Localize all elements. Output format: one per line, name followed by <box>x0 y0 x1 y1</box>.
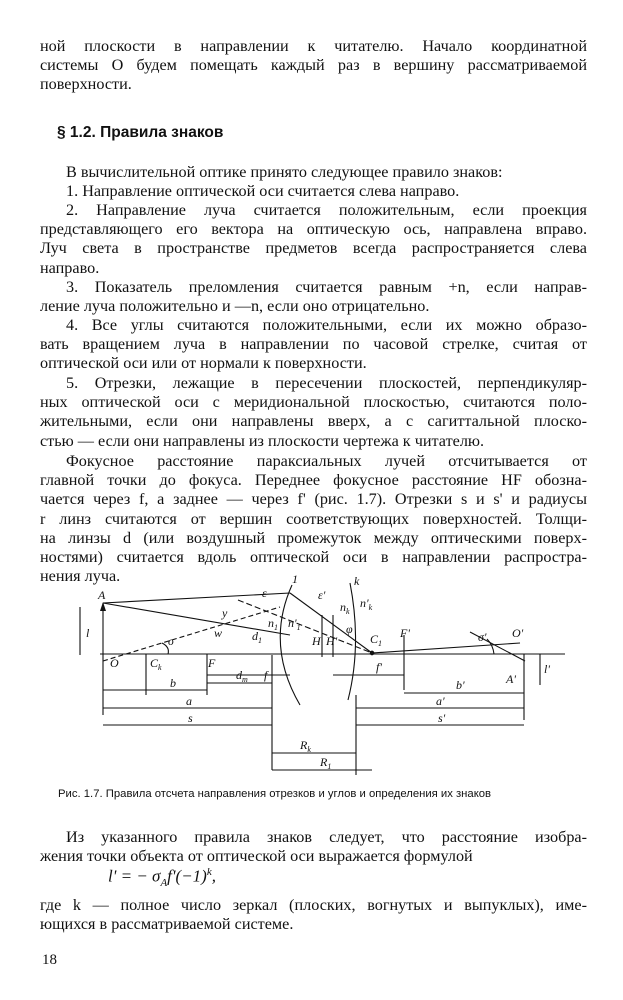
text-line: Луч света в пространстве предметов всегда распространяется слева <box>40 239 587 258</box>
label-Rk: $R_k$ <box>300 738 311 754</box>
formula-end: , <box>211 866 216 886</box>
text-line: r линз считаются от вершин соответствующих поверхностей. Толщи- <box>40 509 587 528</box>
figure-caption: Рис. 1.7. Правила отсчета направления отрезков и углов и определения их знаков <box>58 788 492 800</box>
text-line: на линзы d (или воздушный промежуток между оптическими поверх- <box>40 528 587 547</box>
rules-intro: В вычислительной оптике принято следующее правило знаков: <box>66 163 503 181</box>
conclusion-paragraph <box>40 828 587 866</box>
text-line: ностями) считается вдоль оптической оси в направлении распростра- <box>40 548 587 567</box>
surface-1 <box>280 585 300 705</box>
label-O: O <box>110 656 119 670</box>
label-bp: b' <box>456 678 465 692</box>
text-line: нения луча. <box>40 567 121 586</box>
text-line: Из указанного правила знаков следует, что расстояние изобра- <box>66 828 587 846</box>
label-R1: $R_1$ <box>320 755 332 771</box>
label-k: k <box>354 575 360 588</box>
formula <box>108 866 216 889</box>
label-Hp: H' <box>326 634 338 648</box>
text-line: стью — если они направлены из плоскости чертежа к читателю. <box>40 431 485 450</box>
text-line: поверхности. <box>40 75 132 94</box>
label-d1: $d_1$ <box>252 629 262 645</box>
label-H: H <box>312 634 321 648</box>
where-paragraph <box>40 896 587 934</box>
formula-mid: f'(−1) <box>167 866 207 886</box>
text-line: ление луча положительно и —n, если оно отрицательно. <box>40 297 430 316</box>
section-heading: § 1.2. Правила знаков <box>57 124 224 141</box>
label-s: s <box>188 711 193 725</box>
text-line: Фокусное расстояние параксиальных лучей отсчитывается от <box>66 452 587 470</box>
formula-sub: A <box>160 877 168 890</box>
label-sigma: σ <box>168 634 174 648</box>
text-line: 3. Показатель преломления считается равным +n, если направ- <box>66 278 587 296</box>
text-line: направо. <box>40 258 100 277</box>
label-F: F <box>208 656 216 670</box>
optics-diagram <box>0 575 623 775</box>
text-line: 5. Отрезки, лежащие в пересечении плоскостей, перпендикуляр- <box>66 374 587 392</box>
center-C1 <box>370 651 374 655</box>
page-number: 18 <box>42 952 57 968</box>
label-nkp: $n'_k$ <box>360 596 373 612</box>
label-y: y <box>222 606 228 620</box>
label-n1: $n_1$ <box>268 616 278 632</box>
label-f: f <box>264 668 268 682</box>
ray-from-A <box>103 603 290 635</box>
rule-5 <box>40 374 587 451</box>
text-line: ной плоскости в направлении к читателю. Начало координатной <box>40 37 587 55</box>
label-fp: f' <box>376 660 382 674</box>
label-A: A <box>98 588 106 602</box>
text-line: вать вращением луча в направлении по часовой стрелке, считая от <box>40 335 587 354</box>
label-epsp: ε' <box>318 588 326 602</box>
focal-paragraph <box>40 452 587 586</box>
ray-exit <box>372 643 520 653</box>
formula-lhs: l' = − σ <box>108 866 161 886</box>
text-line: ющихся в рассматриваемой системе. <box>40 915 294 934</box>
label-Op: O' <box>512 626 524 640</box>
label-C1: $C_1$ <box>370 632 383 648</box>
label-lp: l' <box>544 662 550 676</box>
text-line: чается через f, а заднее — через f' (рис. 1.7). Отрезки s и s' и радиусы <box>40 490 587 509</box>
label-one: 1 <box>292 575 298 586</box>
label-sp: s' <box>438 711 446 725</box>
label-a: a <box>186 694 192 708</box>
label-dT: $d_т$ <box>236 668 248 684</box>
text-line: 4. Все углы считаются положительными, если их можно образо- <box>66 316 587 334</box>
label-ap: a' <box>436 694 445 708</box>
text-line: 2. Направление луча считается положительным, если проекция <box>66 201 587 219</box>
label-n1p: $n'_1$ <box>288 616 301 632</box>
rule-3 <box>40 278 587 316</box>
rule-2 <box>40 201 587 278</box>
label-l: l <box>86 626 90 640</box>
label-sigmap: σ' <box>478 630 487 644</box>
surface-k <box>348 583 356 700</box>
text-line: жительными, если они направлены вверх, а с сагиттальной плоско- <box>40 412 587 431</box>
text-line: системы O будем помещать каждый раз в вершину рассматриваемой <box>40 56 587 75</box>
formula-sup: k <box>206 866 212 878</box>
label-Ck: $C_k$ <box>150 656 162 672</box>
text-line: жения точки объекта от оптической оси выражается формулой <box>40 847 473 866</box>
text-line: представляющего его вектора на оптическую ось, направлена вправо. <box>40 220 587 239</box>
label-w: w <box>214 626 223 640</box>
rule-4 <box>40 316 587 374</box>
rule-1: 1. Направление оптической оси считается слева направо. <box>66 182 460 200</box>
label-b: b <box>170 676 176 690</box>
text-line: оптической оси или от нормали к поверхности. <box>40 354 367 373</box>
label-Fp: F' <box>400 626 410 640</box>
label-nk: $n_k$ <box>340 600 350 616</box>
text-line: ных оптической оси с меридиональной плоскостью, считаются поло- <box>40 393 587 412</box>
intro-paragraph <box>40 37 587 95</box>
text-line: где k — полное число зеркал (плоских, вогнутых и выпуклых), име- <box>40 896 587 914</box>
text-line: главной точки до фокуса. Переднее фокусное расстояние HF обозна- <box>40 471 587 490</box>
label-phi: φ <box>346 622 353 636</box>
label-eps: ε <box>262 586 267 600</box>
label-Ap: A' <box>506 672 516 686</box>
